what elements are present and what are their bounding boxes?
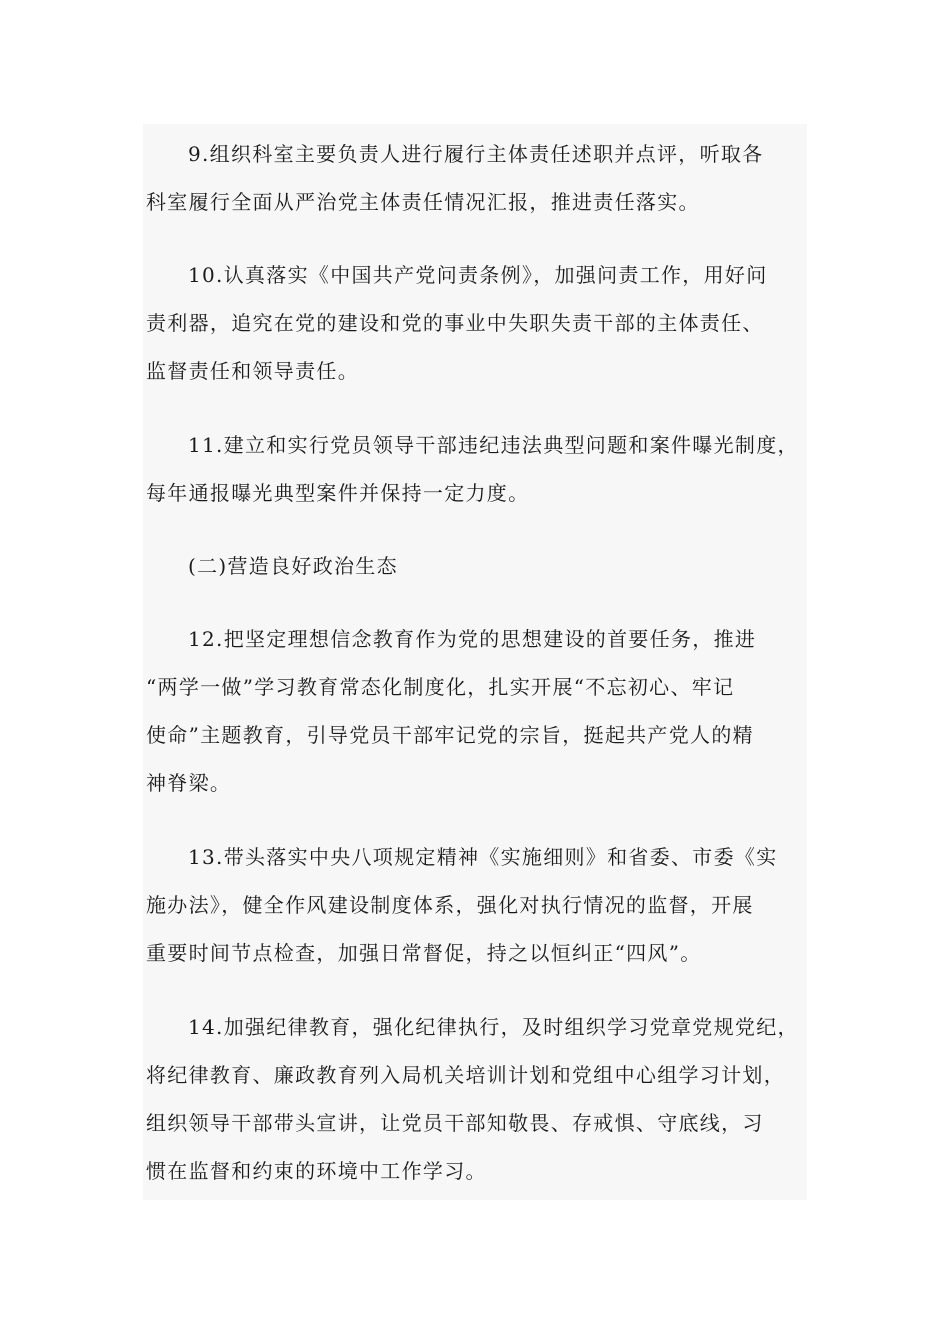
paragraph-line: 13.带头落实中央八项规定精神《实施细则》和省委、市委《实 bbox=[188, 845, 778, 869]
paragraph-line: 神脊梁。 bbox=[146, 771, 232, 795]
paragraph-line: “两学一做”学习教育常态化制度化，扎实开展“不忘初心、牢记 bbox=[146, 675, 735, 699]
paragraph-line: 惯在监督和约束的环境中工作学习。 bbox=[146, 1159, 487, 1183]
section-heading bbox=[146, 554, 398, 578]
paragraph-line: 11.建立和实行党员领导干部违纪违法典型问题和案件曝光制度， bbox=[188, 433, 799, 457]
paragraph-line: 14.加强纪律教育，强化纪律执行，及时组织学习党章党规党纪， bbox=[188, 1015, 799, 1039]
paragraph-line: 9.组织科室主要负责人进行履行主体责任述职并点评，听取各 bbox=[188, 142, 764, 166]
paragraph-item-14 bbox=[146, 1015, 799, 1183]
paragraph-item-13 bbox=[146, 845, 778, 965]
paragraph-line: 将纪律教育、廉政教育列入局机关培训计划和党组中心组学习计划， bbox=[146, 1063, 785, 1087]
paragraph-line: 12.把坚定理想信念教育作为党的思想建设的首要任务，推进 bbox=[188, 627, 757, 651]
paragraph-line: 组织领导干部带头宣讲，让党员干部知敬畏、存戒惧、守底线，习 bbox=[146, 1111, 764, 1135]
paragraph-line: 责利器，追究在党的建设和党的事业中失职失责干部的主体责任、 bbox=[146, 311, 764, 335]
paragraph-line: 使命”主题教育，引导党员干部牢记党的宗旨，挺起共产党人的精 bbox=[146, 723, 754, 747]
paragraph-line: 监督责任和领导责任。 bbox=[146, 359, 359, 383]
paragraph-item-12 bbox=[146, 627, 756, 795]
paragraph-line: 10.认真落实《中国共产党问责条例》，加强问责工作，用好问 bbox=[188, 263, 768, 287]
paragraph-item-10 bbox=[146, 263, 768, 383]
paragraph-item-11 bbox=[146, 433, 799, 505]
paragraph-line: 施办法》，健全作风建设制度体系，强化对执行情况的监督，开展 bbox=[146, 893, 754, 917]
paragraph-item-9 bbox=[146, 142, 763, 214]
section-heading-text: (二)营造良好政治生态 bbox=[188, 554, 398, 578]
paragraph-line: 每年通报曝光典型案件并保持一定力度。 bbox=[146, 481, 530, 505]
paragraph-line: 重要时间节点检查，加强日常督促，持之以恒纠正“四风”。 bbox=[146, 941, 702, 965]
paragraph-line: 科室履行全面从严治党主体责任情况汇报，推进责任落实。 bbox=[146, 190, 700, 214]
